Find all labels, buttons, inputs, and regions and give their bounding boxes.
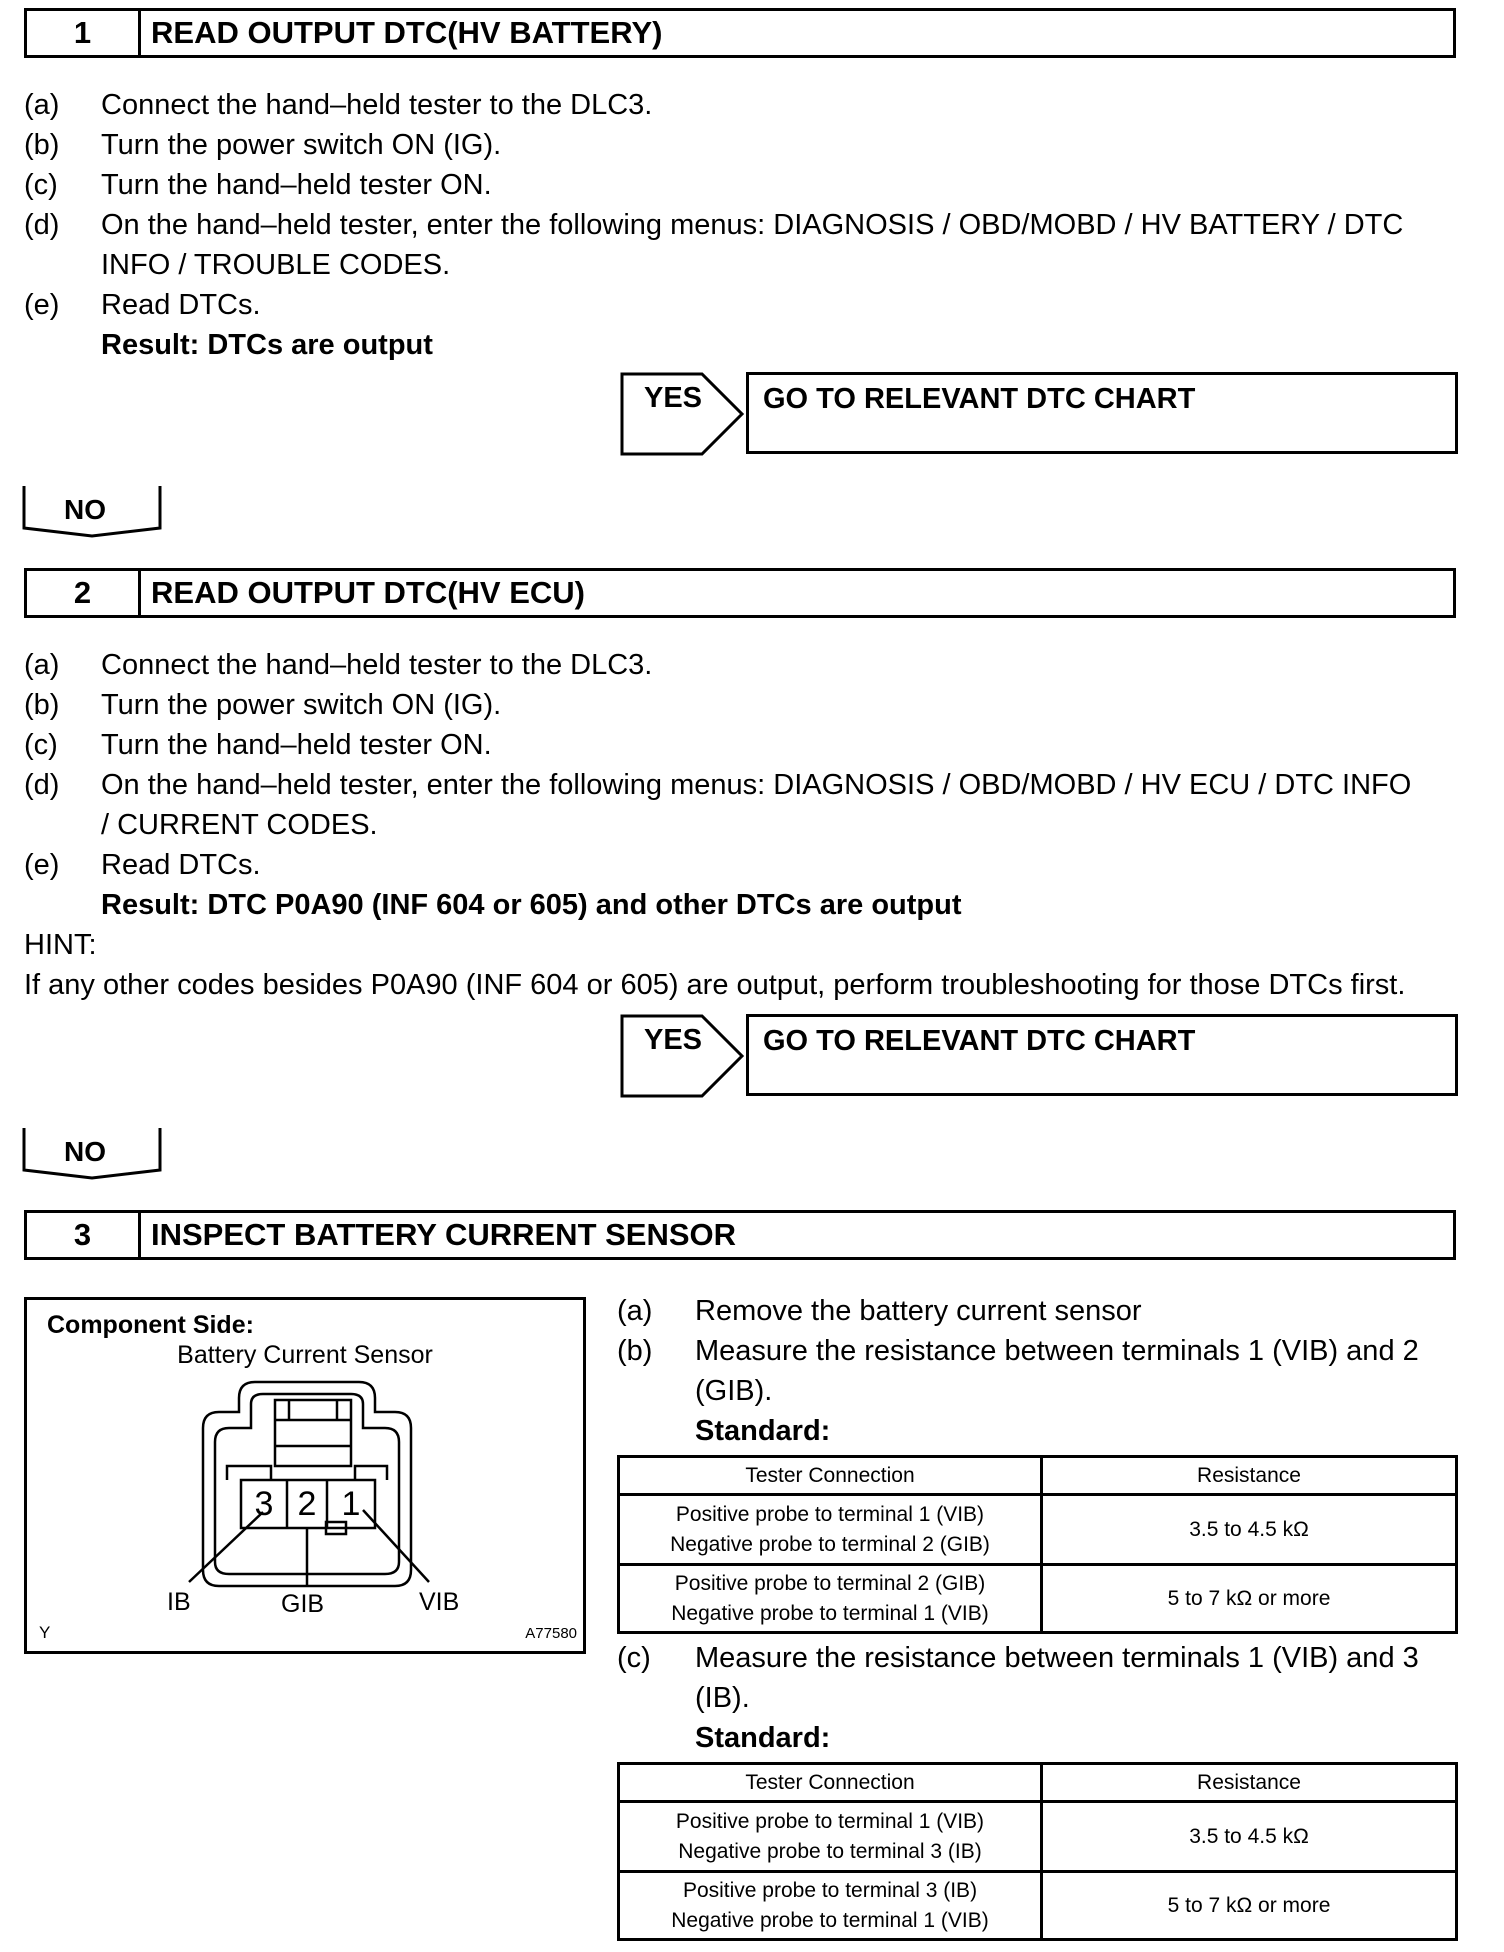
item-letter: (b)	[617, 1335, 653, 1367]
positive-probe: Positive probe to terminal 2 (GIB)	[674, 1571, 986, 1595]
pin-label-2: 2	[297, 1485, 317, 1523]
resistance-value: 3.5 to 4.5 kΩ	[1042, 1802, 1457, 1872]
resistance-value: 5 to 7 kΩ or more	[1042, 1872, 1457, 1940]
item-text-continued: / CURRENT CODES.	[101, 809, 378, 841]
item-text: Turn the power switch ON (IG).	[101, 129, 502, 161]
item-letter: (b)	[24, 689, 60, 721]
table-row	[619, 1872, 1457, 1940]
negative-probe: Negative probe to terminal 2 (GIB)	[670, 1532, 990, 1556]
resistance-value: 5 to 7 kΩ or more	[1042, 1565, 1457, 1633]
positive-probe: Positive probe to terminal 3 (IB)	[682, 1878, 978, 1902]
terminal-label-vib: VIB	[419, 1588, 460, 1616]
diagram-subheading: Battery Current Sensor	[177, 1341, 433, 1369]
item-text: Connect the hand–held tester to the DLC3.	[101, 649, 653, 681]
item-text-continued: (IB).	[695, 1682, 750, 1714]
no-label: NO	[64, 1136, 106, 1167]
result-text: Result: DTC P0A90 (INF 604 or 605) and other DTCs are output	[101, 889, 962, 921]
item-text: Read DTCs.	[101, 289, 261, 321]
yes-label: YES	[644, 1024, 703, 1056]
table-header: Resistance	[1042, 1764, 1457, 1802]
resistance-value: 3.5 to 4.5 kΩ	[1042, 1495, 1457, 1565]
item-text: Turn the power switch ON (IG).	[101, 689, 502, 721]
negative-probe: Negative probe to terminal 1 (VIB)	[671, 1601, 989, 1625]
result-text: Result: DTCs are output	[101, 329, 433, 361]
terminal-label-gib: GIB	[281, 1590, 325, 1618]
pin-label-3: 3	[254, 1485, 274, 1523]
table-header: Tester Connection	[619, 1457, 1042, 1495]
diagram-corner-left: Y	[39, 1623, 51, 1642]
yes-action-box	[746, 1014, 1458, 1096]
step-2-header	[24, 568, 1456, 618]
tester-connection-cell	[619, 1872, 1042, 1940]
step-title: READ OUTPUT DTC(HV ECU)	[151, 575, 585, 610]
diagram-heading: Component Side:	[47, 1311, 254, 1339]
positive-probe: Positive probe to terminal 1 (VIB)	[675, 1502, 985, 1526]
yes-action-text: GO TO RELEVANT DTC CHART	[763, 383, 1196, 415]
item-text: Measure the resistance between terminals 1 (VIB) and 2	[695, 1335, 1419, 1367]
step-number: 3	[27, 1213, 141, 1257]
pin-label-1: 1	[341, 1485, 361, 1523]
item-text: Turn the hand–held tester ON.	[101, 169, 492, 201]
connector-diagram	[24, 1297, 586, 1654]
standard-label: Standard:	[695, 1722, 831, 1754]
yes-label: YES	[644, 382, 703, 414]
item-letter: (d)	[24, 769, 60, 801]
table-row	[619, 1565, 1457, 1633]
table-header: Tester Connection	[619, 1764, 1042, 1802]
hint-label: HINT:	[24, 929, 97, 961]
step-3-header	[24, 1210, 1456, 1260]
table-header: Resistance	[1042, 1457, 1457, 1495]
table-row	[619, 1802, 1457, 1872]
item-text: Remove the battery current sensor	[695, 1295, 1142, 1327]
negative-probe: Negative probe to terminal 1 (VIB)	[671, 1908, 989, 1932]
item-text: Connect the hand–held tester to the DLC3.	[101, 89, 653, 121]
step-title: READ OUTPUT DTC(HV BATTERY)	[151, 15, 663, 50]
resistance-table-2	[617, 1762, 1458, 1941]
hint-text: If any other codes besides P0A90 (INF 604 or 605) are output, perform troubleshooting for those DTCs first.	[24, 969, 1406, 1001]
yes-action-text: GO TO RELEVANT DTC CHART	[763, 1025, 1196, 1057]
step-title: INSPECT BATTERY CURRENT SENSOR	[151, 1217, 737, 1252]
item-letter: (c)	[24, 729, 58, 761]
step-number: 2	[27, 571, 141, 615]
tester-connection-cell	[619, 1802, 1042, 1872]
positive-probe: Positive probe to terminal 1 (VIB)	[675, 1809, 985, 1833]
step-number: 1	[27, 11, 141, 55]
diagram-id: A77580	[525, 1625, 577, 1642]
item-text: On the hand–held tester, enter the following menus: DIAGNOSIS / OBD/MOBD / HV BATTERY / DTC	[101, 209, 1404, 241]
item-letter: (b)	[24, 129, 60, 161]
item-letter: (c)	[24, 169, 58, 201]
item-letter: (e)	[24, 849, 60, 881]
table-row	[619, 1495, 1457, 1565]
item-letter: (d)	[24, 209, 60, 241]
item-letter: (a)	[617, 1295, 653, 1327]
item-text-continued: (GIB).	[695, 1375, 773, 1407]
item-letter: (a)	[24, 649, 60, 681]
item-text: Turn the hand–held tester ON.	[101, 729, 492, 761]
item-text: On the hand–held tester, enter the following menus: DIAGNOSIS / OBD/MOBD / HV ECU / DTC INFO	[101, 769, 1412, 801]
tester-connection-cell	[619, 1495, 1042, 1565]
item-text: Measure the resistance between terminals 1 (VIB) and 3	[695, 1642, 1419, 1674]
no-label: NO	[64, 494, 106, 525]
item-letter: (e)	[24, 289, 60, 321]
item-letter: (c)	[617, 1642, 651, 1674]
item-letter: (a)	[24, 89, 60, 121]
standard-label: Standard:	[695, 1415, 831, 1447]
step-1-header	[24, 8, 1456, 58]
item-text: Read DTCs.	[101, 849, 261, 881]
terminal-label-ib: IB	[167, 1588, 191, 1616]
tester-connection-cell	[619, 1565, 1042, 1633]
resistance-table-1	[617, 1455, 1458, 1634]
negative-probe: Negative probe to terminal 3 (IB)	[678, 1839, 982, 1863]
yes-action-box	[746, 372, 1458, 454]
item-text-continued: INFO / TROUBLE CODES.	[101, 249, 451, 281]
